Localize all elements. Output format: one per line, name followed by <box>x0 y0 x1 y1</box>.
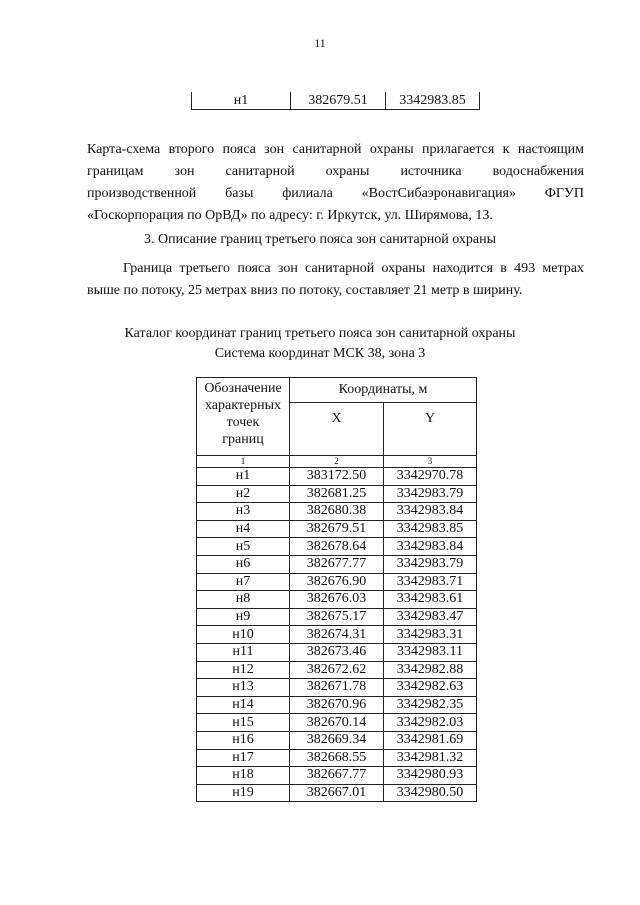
table-row <box>197 767 477 785</box>
table-row <box>192 92 480 110</box>
y-cell: 3342980.93 <box>384 767 477 785</box>
paragraph-boundary <box>87 258 584 302</box>
header-line: точек <box>226 415 260 430</box>
coordinates-table <box>196 377 477 802</box>
y-cell: 3342981.32 <box>384 749 477 767</box>
y-cell: 3342983.79 <box>384 555 477 573</box>
point-cell: н1 <box>192 92 291 110</box>
column-index: 2 <box>290 456 384 468</box>
x-cell: 382678.64 <box>290 538 384 556</box>
x-cell: 382667.01 <box>290 784 384 802</box>
x-cell: 382672.62 <box>290 661 384 679</box>
x-cell: 382679.51 <box>291 92 386 110</box>
y-cell: 3342982.03 <box>384 714 477 732</box>
table-row <box>197 520 477 538</box>
point-cell: н11 <box>197 643 290 661</box>
table-row <box>197 468 477 486</box>
y-cell: 3342982.35 <box>384 696 477 714</box>
x-cell: 382676.03 <box>290 591 384 609</box>
column-index-row <box>197 456 477 468</box>
table-row <box>197 485 477 503</box>
header-line: характерных <box>204 398 282 413</box>
table-row <box>197 643 477 661</box>
x-cell: 382674.31 <box>290 626 384 644</box>
point-cell: н1 <box>197 468 290 486</box>
table-row <box>197 661 477 679</box>
point-cell: н18 <box>197 767 290 785</box>
table-row <box>197 573 477 591</box>
point-cell: н8 <box>197 591 290 609</box>
table-row <box>197 696 477 714</box>
table-row <box>197 608 477 626</box>
point-cell: н13 <box>197 679 290 697</box>
y-cell: 3342983.47 <box>384 608 477 626</box>
header-coordinates: Координаты, м <box>290 378 477 403</box>
x-cell: 382675.17 <box>290 608 384 626</box>
paragraph-line: границам зон санитарной охраны источника водоснабжения <box>87 164 584 179</box>
point-cell: н3 <box>197 503 290 521</box>
x-cell: 382673.46 <box>290 643 384 661</box>
y-cell: 3342983.85 <box>384 520 477 538</box>
column-index: 1 <box>197 456 290 468</box>
catalog-title <box>0 324 640 364</box>
table-row <box>197 749 477 767</box>
x-cell: 383172.50 <box>290 468 384 486</box>
x-cell: 382668.55 <box>290 749 384 767</box>
point-cell: н10 <box>197 626 290 644</box>
paragraph-line: «Госкорпорация по ОрВД» по адресу: г. Иркутск, ул. Ширямова, 13. <box>87 208 493 223</box>
y-cell: 3342982.63 <box>384 679 477 697</box>
table-row <box>197 503 477 521</box>
table-row <box>197 679 477 697</box>
table-row <box>197 555 477 573</box>
point-cell: н9 <box>197 608 290 626</box>
paragraph-line: Граница третьего пояса зон санитарной охраны находится в 493 метрах <box>123 261 584 276</box>
x-cell: 382677.77 <box>290 555 384 573</box>
point-cell: н16 <box>197 731 290 749</box>
y-cell: 3342970.78 <box>384 468 477 486</box>
point-cell: н19 <box>197 784 290 802</box>
header-y: Y <box>384 403 477 456</box>
x-cell: 382671.78 <box>290 679 384 697</box>
continuation-table <box>191 92 480 110</box>
paragraph-line: Карта-схема второго пояса зон санитарной охраны прилагается к настоящим <box>87 142 584 157</box>
x-cell: 382670.14 <box>290 714 384 732</box>
table-row <box>197 538 477 556</box>
catalog-title-line2: Система координат МСК 38, зона 3 <box>214 346 426 361</box>
y-cell: 3342983.84 <box>384 503 477 521</box>
y-cell: 3342981.69 <box>384 731 477 749</box>
point-cell: н14 <box>197 696 290 714</box>
y-cell: 3342983.11 <box>384 643 477 661</box>
page-number: 11 <box>314 36 326 50</box>
paragraph-line: выше по потоку, 25 метрах вниз по потоку, составляет 21 метр в ширину. <box>87 283 523 298</box>
section-heading: 3. Описание границ третьего пояса зон санитарной охраны <box>144 232 496 247</box>
y-cell: 3342983.84 <box>384 538 477 556</box>
point-cell: н2 <box>197 485 290 503</box>
catalog-title-line1: Каталог координат границ третьего пояса зон санитарной охраны <box>124 326 516 341</box>
paragraph-map-scheme <box>87 139 584 227</box>
header-line: Обозначение <box>204 381 282 396</box>
table-row <box>197 714 477 732</box>
x-cell: 382669.34 <box>290 731 384 749</box>
table-row <box>197 626 477 644</box>
x-cell: 382667.77 <box>290 767 384 785</box>
point-cell: н12 <box>197 661 290 679</box>
y-cell: 3342983.85 <box>386 92 480 110</box>
y-cell: 3342983.79 <box>384 485 477 503</box>
paragraph-line: производственной базы филиала «ВостСибаэронавигация» ФГУП <box>87 186 584 201</box>
table-row <box>197 591 477 609</box>
x-cell: 382679.51 <box>290 520 384 538</box>
header-line: границ <box>222 432 264 447</box>
table-row <box>197 731 477 749</box>
column-index: 3 <box>384 456 477 468</box>
y-cell: 3342983.61 <box>384 591 477 609</box>
point-cell: н7 <box>197 573 290 591</box>
x-cell: 382680.38 <box>290 503 384 521</box>
y-cell: 3342983.71 <box>384 573 477 591</box>
point-cell: н6 <box>197 555 290 573</box>
x-cell: 382670.96 <box>290 696 384 714</box>
point-cell: н4 <box>197 520 290 538</box>
y-cell: 3342980.50 <box>384 784 477 802</box>
point-cell: н15 <box>197 714 290 732</box>
header-x: X <box>290 403 384 456</box>
y-cell: 3342982.88 <box>384 661 477 679</box>
x-cell: 382681.25 <box>290 485 384 503</box>
header-point-designation <box>197 378 290 456</box>
x-cell: 382676.90 <box>290 573 384 591</box>
point-cell: н5 <box>197 538 290 556</box>
y-cell: 3342983.31 <box>384 626 477 644</box>
table-row <box>197 784 477 802</box>
point-cell: н17 <box>197 749 290 767</box>
